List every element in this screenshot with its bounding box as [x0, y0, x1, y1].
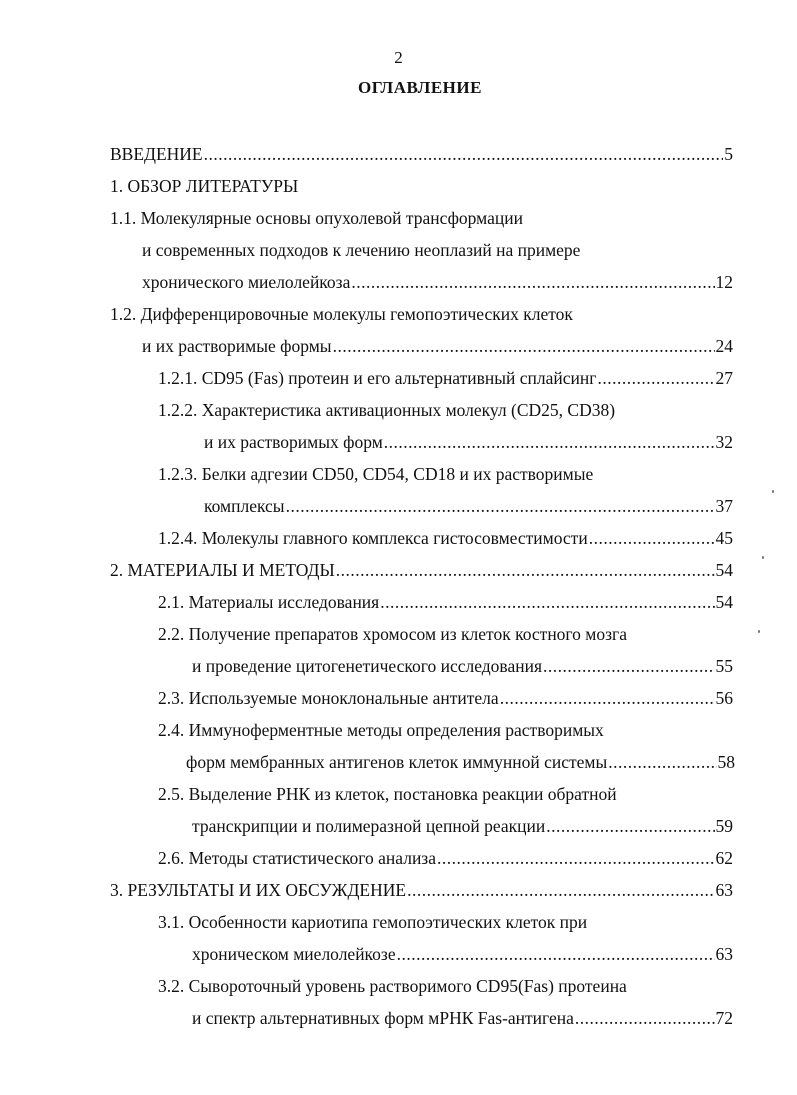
- toc-entry: [158, 780, 617, 808]
- toc-entry: [142, 268, 733, 296]
- toc-entry-text: ВВЕДЕНИЕ: [110, 144, 203, 164]
- toc-entry: [192, 812, 733, 840]
- toc-entry-page: 12: [715, 272, 733, 292]
- toc-entry: [158, 972, 627, 1000]
- toc-entry: [142, 236, 580, 264]
- toc-entry-page: 62: [715, 848, 733, 868]
- toc-entry-page: 63: [715, 944, 733, 964]
- toc-entry-page: 55: [715, 656, 733, 676]
- dot-leader: [597, 364, 714, 392]
- toc-entry: [158, 908, 587, 936]
- toc-entry-text: 1.2. Дифференцировочные молекулы гемопоэтических клеток: [110, 304, 573, 324]
- dot-leader: [546, 812, 714, 840]
- scan-speck: [758, 630, 760, 633]
- dot-leader: [286, 492, 715, 520]
- toc-entry-page: 32: [715, 432, 733, 452]
- page-title: ОГЛАВЛЕНИЕ: [358, 78, 482, 97]
- toc-entry: [110, 172, 298, 200]
- toc-entry: [192, 940, 733, 968]
- dot-leader: [333, 332, 715, 360]
- toc-entry-text: 2.2. Получение препаратов хромосом из клеток костного мозга: [158, 624, 627, 644]
- toc-entry-text: 2.1. Материалы исследования: [158, 592, 380, 612]
- toc-entry-page: 5: [724, 144, 733, 164]
- dot-leader: [407, 876, 714, 904]
- toc-entry-text: 1.2.1. CD95 (Fas) протеин и его альтернативный сплайсинг: [158, 368, 597, 388]
- toc-entry-page: 37: [715, 496, 733, 516]
- toc-entry-page: 27: [715, 368, 733, 388]
- toc-entry-text: форм мембранных антигенов клеток иммунной системы: [186, 752, 608, 772]
- toc-entry: [110, 556, 733, 584]
- toc-entry: [142, 332, 733, 360]
- scan-speck: [762, 556, 764, 559]
- toc-entry: [158, 684, 733, 712]
- dot-leader: [608, 748, 716, 776]
- toc-entry-text: 3.2. Сывороточный уровень растворимого CD95(Fas) протеина: [158, 976, 627, 996]
- toc-entry-page: 54: [715, 592, 733, 612]
- toc-entry-page: 63: [715, 880, 733, 900]
- toc-entry-text: хронического миелолейкоза: [142, 272, 351, 292]
- toc-entry: [158, 460, 593, 488]
- toc-entry: [204, 492, 733, 520]
- toc-entry: [158, 620, 627, 648]
- toc-entry-page: 56: [715, 688, 733, 708]
- toc-entry-page: 24: [715, 336, 733, 356]
- toc-entry-text: 2. МАТЕРИАЛЫ И МЕТОДЫ: [110, 560, 335, 580]
- toc-entry: [110, 300, 573, 328]
- dot-leader: [397, 940, 715, 968]
- toc-entry: [110, 140, 733, 168]
- toc-entry-text: 1.2.3. Белки адгезии CD50, CD54, CD18 и их растворимые: [158, 464, 594, 484]
- toc-entry-text: 3.1. Особенности кариотипа гемопоэтических клеток при: [158, 912, 588, 932]
- toc-entry-page: 59: [715, 816, 733, 836]
- page-number: 2: [394, 48, 403, 67]
- toc-entry: [192, 1004, 733, 1032]
- toc-entry-text: хроническом миелолейкозе: [192, 944, 396, 964]
- toc-entry-text: 2.4. Иммуноферментные методы определения растворимых: [158, 720, 604, 740]
- toc-entry-page: 54: [715, 560, 733, 580]
- toc-entry: [158, 364, 733, 392]
- toc-entry-text: и проведение цитогенетического исследования: [192, 656, 543, 676]
- dot-leader: [437, 844, 715, 872]
- toc-entry-text: и их растворимых форм: [204, 432, 383, 452]
- toc-entry: [158, 588, 733, 616]
- dot-leader: [204, 140, 724, 168]
- toc-entry-text: комплексы: [204, 496, 285, 516]
- toc-entry-page: 72: [715, 1008, 733, 1028]
- toc-entry-text: и современных подходов к лечению неоплазий на примере: [142, 240, 581, 260]
- toc-entry-text: 2.3. Используемые моноклональные антитела: [158, 688, 499, 708]
- toc-entry: [192, 652, 733, 680]
- toc-entry-text: и спектр альтернативных форм мРНК Fas-антигена: [192, 1008, 574, 1028]
- dot-leader: [543, 652, 714, 680]
- toc-entry: [110, 204, 523, 232]
- toc-entry-text: 1.2.4. Молекулы главного комплекса гистосовместимости: [158, 528, 588, 548]
- toc-entry: [158, 396, 615, 424]
- dot-leader: [336, 556, 715, 584]
- toc-entry-text: 2.5. Выделение РНК из клеток, постановка реакции обратной: [158, 784, 617, 804]
- dot-leader: [380, 588, 714, 616]
- toc-entry-text: 1. ОБЗОР ЛИТЕРАТУРЫ: [110, 176, 299, 196]
- toc-entry: [158, 716, 604, 744]
- dot-leader: [589, 524, 715, 552]
- toc-entry: [158, 844, 733, 872]
- toc-entry: [110, 876, 733, 904]
- toc-entry-page: 58: [717, 752, 735, 772]
- dot-leader: [575, 1004, 715, 1032]
- toc-entry: [158, 524, 733, 552]
- scan-speck: [772, 490, 774, 493]
- toc-entry-page: 45: [715, 528, 733, 548]
- toc-entry-text: 3. РЕЗУЛЬТАТЫ И ИХ ОБСУЖДЕНИЕ: [110, 880, 407, 900]
- dot-leader: [351, 268, 714, 296]
- toc-entry-text: 1.1. Молекулярные основы опухолевой трансформации: [110, 208, 523, 228]
- toc-entry-text: и их растворимые формы: [142, 336, 332, 356]
- toc-entry: [204, 428, 733, 456]
- dot-leader: [500, 684, 715, 712]
- toc-entry-text: 1.2.2. Характеристика активационных молекул (CD25, CD38): [158, 400, 616, 420]
- toc-entry: [186, 748, 735, 776]
- toc-entry-text: 2.6. Методы статистического анализа: [158, 848, 436, 868]
- toc-entry-text: транскрипции и полимеразной цепной реакции: [192, 816, 546, 836]
- dot-leader: [384, 428, 715, 456]
